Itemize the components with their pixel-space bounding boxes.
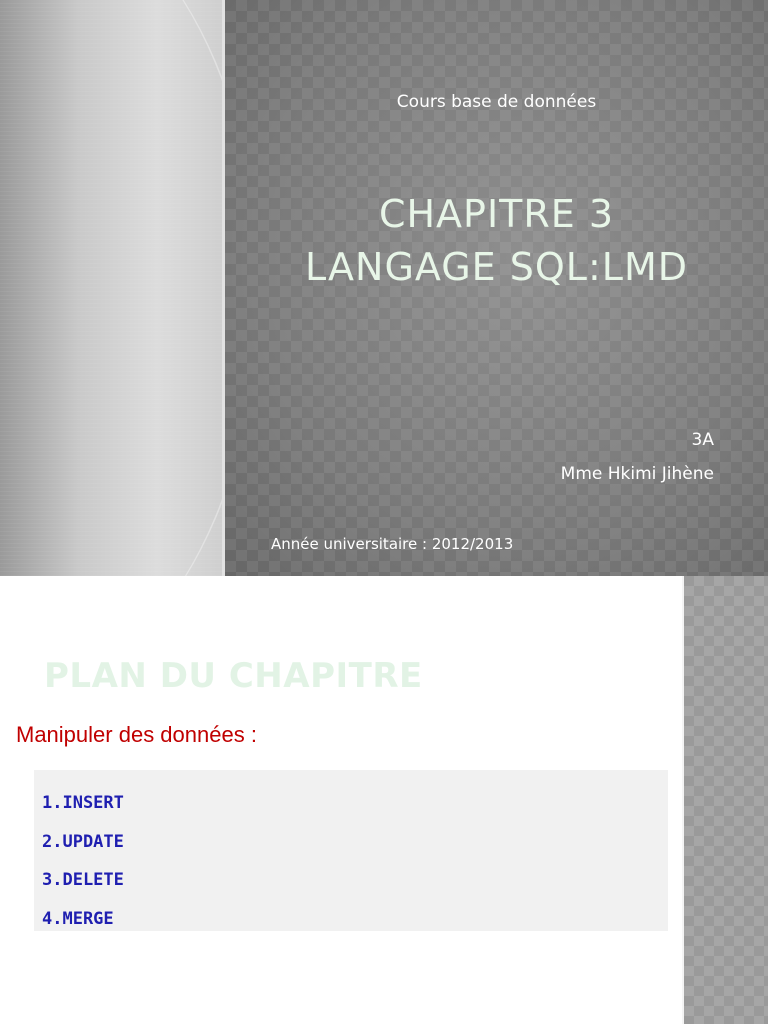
plan-title: PLAN DU CHAPITRE bbox=[44, 656, 423, 696]
plan-list bbox=[34, 770, 668, 931]
chapter-name: LANGAGE SQL:LMD bbox=[305, 245, 688, 289]
class-level: 3A bbox=[691, 430, 714, 450]
author-name: Mme Hkimi Jihène bbox=[560, 464, 714, 484]
plan-item-insert: 1.INSERT bbox=[42, 793, 124, 813]
plan-item-delete: 3.DELETE bbox=[42, 870, 124, 890]
right-pattern-strip bbox=[684, 576, 768, 1024]
plan-slide bbox=[0, 576, 768, 1024]
left-decor-panel bbox=[0, 0, 224, 576]
plan-item-merge: 4.MERGE bbox=[42, 908, 114, 929]
academic-year: Année universitaire : 2012/2013 bbox=[271, 535, 514, 553]
plan-subtitle: Manipuler des données : bbox=[16, 722, 257, 747]
chapter-title bbox=[225, 188, 768, 294]
chapter-number: CHAPITRE 3 bbox=[378, 192, 615, 236]
course-title: Cours base de données bbox=[396, 92, 597, 112]
plan-item-update: 2.UPDATE bbox=[42, 831, 124, 852]
decor-curve bbox=[0, 0, 260, 576]
